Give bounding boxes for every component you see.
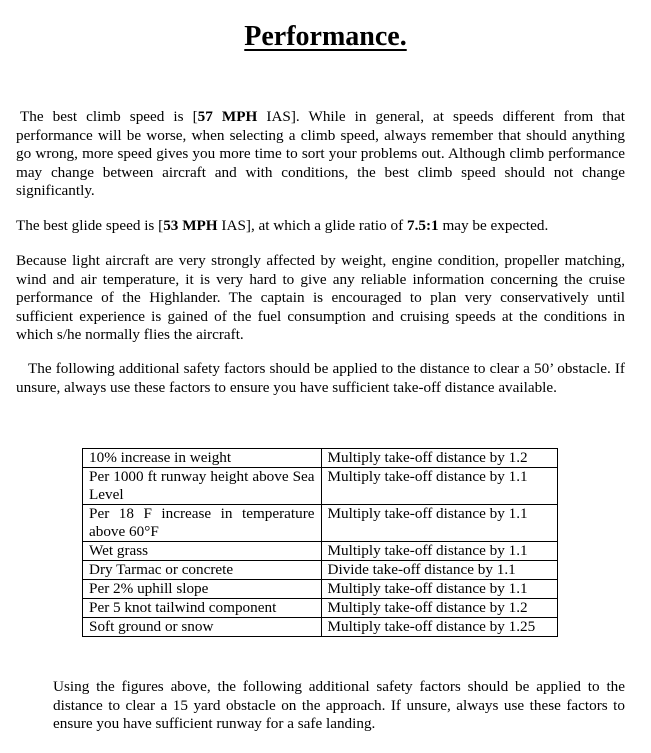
glide-text-post: may be expected. (438, 217, 549, 234)
takeoff-factors-intro: The following additional safety factors should be applied to the distance to clear a 50’ obstacle. If unsure, always use these factors to ensure you have sufficient take-off distance available. (16, 360, 625, 396)
factor-condition-cell: Per 2% uphill slope (83, 580, 322, 599)
table-row (83, 505, 558, 542)
climb-text-post: IAS]. While in general, at speeds different from that performance will be worse, when selecting a climb speed, always remember that should anything go wrong, more speed gives you more time to sort your problems out. Although climb performance may change between aircraft and with conditions, the best climb speed should not change significantly. (16, 108, 625, 200)
glide-text-mid: IAS], at which a glide ratio of (217, 217, 407, 234)
climb-speed-paragraph (16, 108, 625, 201)
factor-condition-cell: Per 1000 ft runway height above Sea Level (83, 468, 322, 505)
table-row (83, 580, 558, 599)
factor-condition-cell: Per 18 F increase in temperature above 60°F (83, 505, 322, 542)
factor-condition-cell: Wet grass (83, 542, 322, 561)
climb-text-pre: The best climb speed is [ (20, 108, 198, 125)
table-row (83, 618, 558, 637)
factor-adjustment-cell: Multiply take-off distance by 1.1 (321, 505, 557, 542)
factor-condition-cell: Soft ground or snow (83, 618, 322, 637)
factor-adjustment-cell: Multiply take-off distance by 1.2 (321, 449, 557, 468)
factor-adjustment-cell: Multiply take-off distance by 1.1 (321, 468, 557, 505)
factor-adjustment-cell: Multiply take-off distance by 1.1 (321, 542, 557, 561)
factor-adjustment-cell: Multiply take-off distance by 1.2 (321, 599, 557, 618)
table-row (83, 599, 558, 618)
factor-condition-cell: Per 5 knot tailwind component (83, 599, 322, 618)
factor-adjustment-cell: Multiply take-off distance by 1.1 (321, 580, 557, 599)
table-row (83, 542, 558, 561)
table-row (83, 468, 558, 505)
landing-factors-intro: Using the figures above, the following additional safety factors should be applied to the distance to clear a 15 yard obstacle on the approach. If unsure, always use these factors to ensure you have sufficient runway for a safe landing. (53, 678, 625, 733)
table-row (83, 561, 558, 580)
takeoff-factors-table (82, 448, 558, 637)
cruise-performance-paragraph: Because light aircraft are very strongly affected by weight, engine condition, propeller matching, wind and air temperature, it is very hard to give any reliable information concerning the cruise performance of the Highlander. The captain is encouraged to plan very conservatively until sufficient experience is gained of the fuel consumption and cruising speeds at the conditions in which s/he normally flies the aircraft. (16, 252, 625, 344)
glide-speed-paragraph (16, 217, 625, 236)
page-title: Performance. (244, 21, 407, 52)
factor-adjustment-cell: Multiply take-off distance by 1.25 (321, 618, 557, 637)
factor-condition-cell: 10% increase in weight (83, 449, 322, 468)
factor-adjustment-cell: Divide take-off distance by 1.1 (321, 561, 557, 580)
table-row (83, 449, 558, 468)
glide-ratio-value: 7.5:1 (407, 217, 439, 234)
factor-condition-cell: Dry Tarmac or concrete (83, 561, 322, 580)
climb-speed-value: 57 MPH (197, 108, 258, 125)
glide-text-pre: The best glide speed is [ (16, 217, 164, 234)
glide-speed-value: 53 MPH (163, 217, 218, 234)
